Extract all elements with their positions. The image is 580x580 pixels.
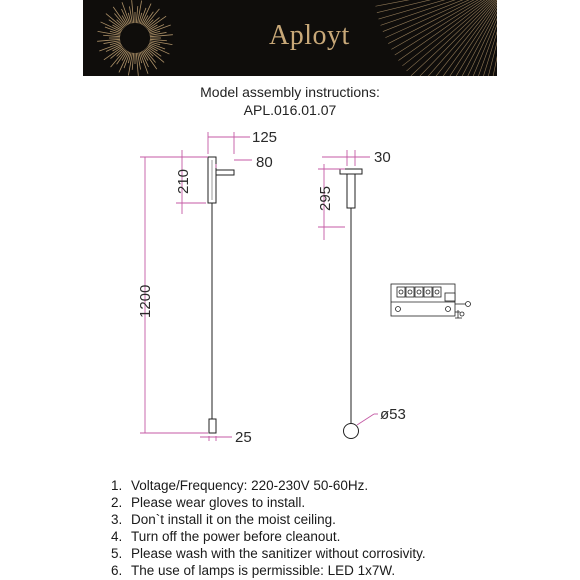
brand-name: Aployt	[269, 20, 350, 51]
instruction-text: The use of lamps is permissible: LED 1x7W.	[131, 563, 396, 578]
dim-head-height: 210	[175, 168, 192, 194]
instruction-number: 2.	[111, 495, 123, 510]
instruction-number: 3.	[111, 512, 123, 527]
instruction-item	[111, 511, 426, 528]
dim-total-height: 1200	[137, 284, 154, 318]
instruction-text: Please wear gloves to install.	[131, 495, 306, 510]
dim-side-width: 30	[374, 149, 391, 166]
instruction-number: 5.	[111, 546, 123, 561]
side-ball	[344, 424, 359, 439]
instruction-number: 6.	[111, 563, 123, 578]
terminal-block-icon	[391, 284, 471, 318]
instruction-item	[111, 494, 426, 511]
dim-width-top: 125	[252, 129, 278, 146]
front-bottom-element	[209, 419, 216, 433]
dim-side-head: 295	[317, 185, 334, 211]
front-arm	[216, 170, 234, 175]
front-view	[137, 129, 277, 446]
instruction-item	[111, 545, 426, 562]
dim-ball-diameter: ø53	[380, 406, 406, 423]
instruction-item	[111, 528, 426, 545]
side-lamp-body	[347, 174, 355, 208]
title-line-1: Model assembly instructions:	[200, 84, 380, 100]
instruction-item	[111, 477, 426, 494]
instruction-text: Please wash with the sanitizer without corrosivity.	[131, 546, 426, 561]
instruction-text: Don`t install it on the moist ceiling.	[131, 512, 336, 527]
instructions-list	[111, 477, 426, 579]
dim-bottom: 25	[235, 429, 252, 446]
model-number: APL.016.01.07	[243, 102, 337, 118]
instruction-number: 4.	[111, 529, 123, 544]
instruction-text: Voltage/Frequency: 220-230V 50-60Hz.	[131, 478, 369, 493]
side-top-plate	[340, 169, 362, 174]
instruction-item	[111, 562, 426, 579]
instruction-text: Turn off the power before cleanout.	[131, 529, 341, 544]
dim-arm: 80	[256, 154, 273, 171]
instruction-number: 1.	[111, 478, 123, 493]
